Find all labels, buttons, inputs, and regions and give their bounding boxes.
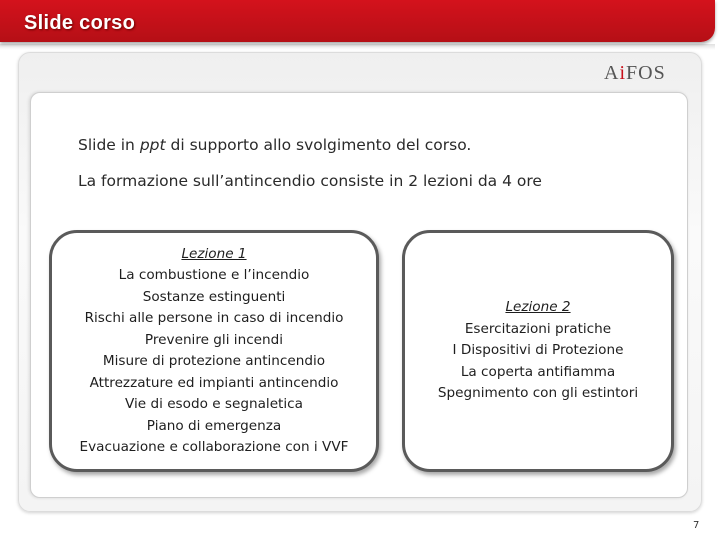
intro-line-1-end: di supporto allo svolgimento del corso.: [165, 136, 472, 154]
lesson-1-box: [49, 230, 379, 472]
lesson-1-item: Piano di emergenza: [146, 417, 282, 434]
lesson-1-item: Sostanze estinguenti: [142, 288, 286, 305]
lesson-1-item: Rischi alle persone in caso di incendio: [84, 310, 344, 326]
lesson-1-item: Vie di esodo e segnaletica: [125, 396, 303, 412]
lesson-2-item: La coperta antifiamma: [460, 363, 616, 380]
lesson-1-item: La combustione e l’incendio: [118, 267, 310, 283]
lesson-2-item: I Dispositivi di Protezione: [452, 342, 624, 359]
lesson-1-item: Attrezzature ed impianti antincendio: [89, 374, 339, 391]
aifos-logo: [604, 62, 666, 85]
header-bar: [0, 0, 715, 42]
lesson-2-title: Lezione 2: [505, 299, 571, 316]
lesson-1-title: Lezione 1: [181, 245, 247, 262]
intro-line-2: La formazione sull’antincendio consiste in 2 lezioni da 4 ore: [78, 172, 542, 190]
logo-suffix: FOS: [626, 62, 666, 84]
logo-prefix: A: [604, 62, 620, 84]
intro-line-1-italic: ppt: [139, 136, 166, 154]
lesson-1-item: Evacuazione e collaborazione con i VVF: [79, 439, 349, 455]
lesson-2-item: Spegnimento con gli estintori: [437, 385, 639, 402]
logo-accent-letter: i: [619, 62, 627, 84]
header-shadow: [0, 44, 715, 50]
lesson-1-item: Prevenire gli incendi: [144, 331, 284, 348]
intro-line-1-start: Slide in: [78, 136, 140, 154]
intro-line-1: [78, 136, 471, 154]
lesson-1-item: Misure di protezione antincendio: [102, 353, 326, 369]
page-number: 7: [693, 520, 700, 531]
lesson-2-item: Esercitazioni pratiche: [464, 320, 612, 337]
lesson-2-box: [402, 230, 674, 472]
slide-title: Slide corso: [24, 12, 136, 34]
